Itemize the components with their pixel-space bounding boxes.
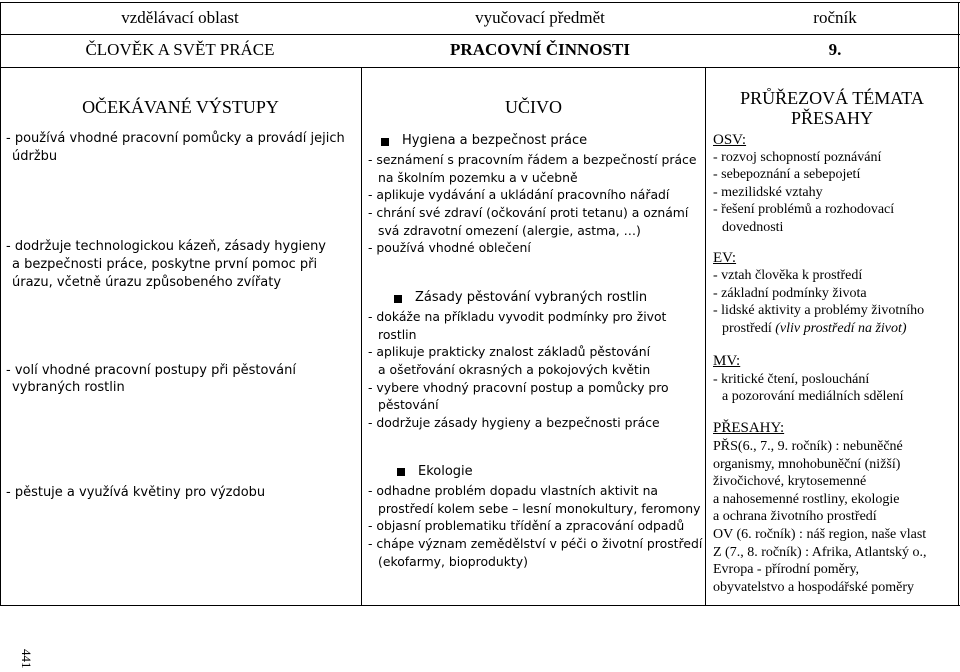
themes-title-2: PŘESAHY <box>790 108 874 128</box>
header-divider <box>0 34 960 35</box>
header-subject-value: PRACOVNÍ ČINNOSTI <box>450 40 630 59</box>
content-line: - dokáže na příkladu vyvodit podmínky pro život <box>368 309 667 324</box>
header-label-grade: ročník <box>813 8 857 27</box>
content-line: - dodržuje zásady hygieny a bezpečnosti práce <box>368 415 660 430</box>
header-grade-value: 9. <box>828 40 842 59</box>
outcome-line: a bezpečnosti práce, poskytne první pomoc při <box>12 257 318 272</box>
column-divider-2 <box>705 67 706 606</box>
content-line: - aplikuje prakticky znalost základů pěstování <box>368 344 651 359</box>
outcome-line: - pěstuje a využívá květiny pro výzdobu <box>6 485 266 500</box>
theme-line: - rozvoj schopností poznávání <box>713 150 882 165</box>
header-label-area: vzdělávací oblast <box>121 8 239 27</box>
theme-line-italic: (vliv prostředí na život) <box>775 321 907 336</box>
presahy-line: a ochrana životního prostředí <box>713 509 877 524</box>
outcome-line: úrazu, včetně úrazu způsobeného zvířaty <box>12 275 282 290</box>
square-bullet-icon <box>381 138 389 146</box>
presahy-line: a nahosemenné rostliny, ekologie <box>713 492 900 507</box>
outcome-line: - dodržuje technologickou kázeň, zásady hygieny <box>6 239 326 254</box>
square-bullet-icon <box>394 295 402 303</box>
theme-label-ev: EV: <box>713 250 737 266</box>
content-line: prostředí kolem sebe – lesní monokultury, feromony <box>378 501 701 516</box>
outcome-line: údržbu <box>12 149 58 164</box>
table-bottom-border <box>0 605 960 606</box>
theme-line: - lidské aktivity a problémy životního <box>713 303 925 318</box>
theme-label-osv: OSV: <box>713 132 747 148</box>
content-line: - odhadne problém dopadu vlastních aktivit na <box>368 483 659 498</box>
theme-line: - vztah člověka k prostředí <box>713 268 863 283</box>
content-line: - vybere vhodný pracovní postup a pomůcky pro <box>368 380 669 395</box>
presahy-line: Z (7., 8. ročník) : Afrika, Atlantský o., <box>713 545 927 560</box>
theme-line <box>722 321 907 337</box>
square-bullet-icon <box>397 468 405 476</box>
content-heading-hygiene: Hygiena a bezpečnost práce <box>402 133 588 148</box>
theme-line: - základní podmínky života <box>713 286 867 301</box>
table-top-border <box>0 2 960 3</box>
theme-line: - sebepoznání a sebepojetí <box>713 167 861 182</box>
column-divider-1 <box>361 67 362 606</box>
theme-line-plain: prostředí <box>722 321 776 336</box>
presahy-line: Evropa - přírodní poměry, <box>713 562 860 577</box>
content-title: UČIVO <box>505 97 562 117</box>
outcomes-title: OČEKÁVANÉ VÝSTUPY <box>82 97 279 117</box>
theme-line: dovednosti <box>722 220 784 235</box>
content-line: svá zdravotní omezení (alergie, astma, …) <box>378 223 641 238</box>
content-line: - aplikuje vydávání a ukládání pracovního nářadí <box>368 187 670 202</box>
theme-label-mv: MV: <box>713 353 741 369</box>
themes-title-1: PRŮŘEZOVÁ TÉMATA <box>740 88 924 108</box>
presahy-line: organismy, mnohobuněční (nižší) <box>713 457 901 472</box>
table-right-border <box>958 2 959 606</box>
content-line: - objasní problematiku třídění a zpracování odpadů <box>368 518 685 533</box>
outcome-line: vybraných rostlin <box>12 380 125 395</box>
theme-label-presahy: PŘESAHY: <box>713 420 785 436</box>
content-heading-growing: Zásady pěstování vybraných rostlin <box>415 290 648 305</box>
theme-line: a pozorování mediálních sdělení <box>722 389 904 404</box>
theme-line: - mezilidské vztahy <box>713 185 823 200</box>
presahy-line: OV (6. ročník) : náš region, naše vlast <box>713 527 927 542</box>
header-bottom-border <box>0 67 960 68</box>
outcome-line: - používá vhodné pracovní pomůcky a provádí jejich <box>6 131 345 146</box>
content-line: pěstování <box>378 397 439 412</box>
theme-line: - řešení problémů a rozhodovací <box>713 202 895 217</box>
header-label-subject: vyučovací předmět <box>475 8 605 27</box>
presahy-line: obyvatelstvo a hospodářské poměry <box>713 580 915 595</box>
content-line: - seznámení s pracovním řádem a bezpečností práce <box>368 152 697 167</box>
content-heading-ecology: Ekologie <box>418 464 473 479</box>
table-left-border <box>0 2 1 606</box>
content-line: na školním pozemku a v učebně <box>378 170 578 185</box>
page-number: 441 <box>19 649 34 669</box>
content-line: (ekofarmy, bioprodukty) <box>378 554 528 569</box>
outcome-line: - volí vhodné pracovní postupy při pěstování <box>6 363 296 378</box>
content-line: - používá vhodné oblečení <box>368 240 531 255</box>
header-area-value: ČLOVĚK A SVĚT PRÁCE <box>85 40 275 59</box>
content-line: - chrání své zdraví (očkování proti tetanu) a oznámí <box>368 205 689 220</box>
theme-line: - kritické čtení, poslouchání <box>713 372 870 387</box>
content-line: rostlin <box>378 327 417 342</box>
presahy-line: PŘS(6., 7., 9. ročník) : nebuněčné <box>713 439 903 454</box>
presahy-line: živočichové, krytosemenné <box>713 474 867 489</box>
content-line: - chápe význam zemědělství v péči o životní prostředí <box>368 536 703 551</box>
content-line: a ošetřování okrasných a pokojových květin <box>378 362 651 377</box>
